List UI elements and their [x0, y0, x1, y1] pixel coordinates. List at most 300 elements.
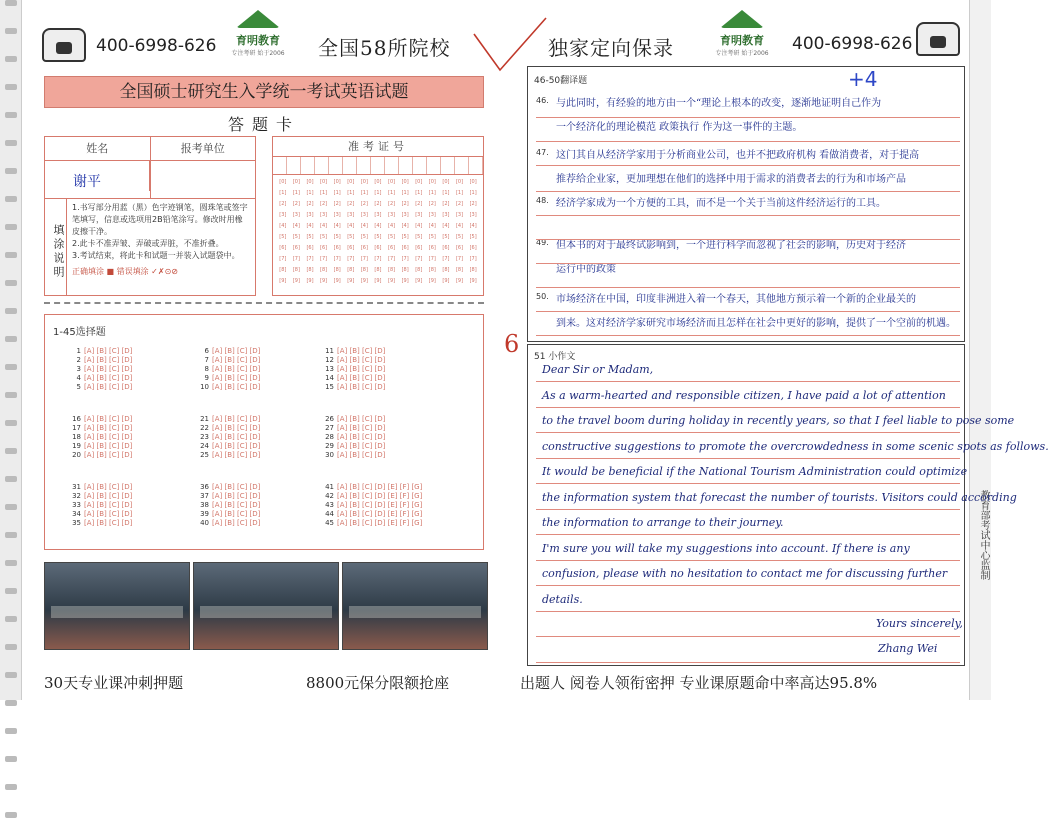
digit-bubble: [3]	[320, 212, 328, 218]
digit-bubble: [8]	[428, 267, 436, 273]
translation-section	[527, 66, 965, 342]
digit-bubble: [9]	[455, 278, 464, 284]
digit-bubble: [1]	[455, 190, 464, 196]
exam-number-column	[398, 177, 412, 287]
translation-answer-line: 这门其自从经济学家用于分析商业公司，也并不把政府机构 看做消费者，对于提高	[556, 150, 920, 161]
phone-number-right: 400-6998-626	[792, 34, 913, 54]
digit-bubble: [3]	[442, 212, 450, 218]
digit-bubble: [9]	[374, 278, 382, 284]
mc-question-row: 13 [A] [B] [C] [D]	[325, 365, 386, 373]
ruled-line	[536, 287, 960, 288]
mc-question-row: 33 [A] [B] [C] [D]	[72, 501, 133, 509]
grader-score: +4	[848, 67, 878, 91]
digit-bubble: [7]	[320, 256, 328, 262]
digit-bubble: [4]	[279, 223, 287, 229]
mc-question-row: 30 [A] [B] [C] [D]	[325, 451, 386, 459]
digit-bubble: [8]	[401, 267, 409, 273]
digit-bubble: [6]	[415, 245, 423, 251]
digit-bubble: [3]	[469, 212, 477, 218]
digit-bubble: [4]	[333, 223, 341, 229]
mc-question-row: 15 [A] [B] [C] [D]	[325, 383, 386, 391]
digit-bubble: [5]	[401, 234, 409, 240]
digit-bubble: [1]	[388, 190, 396, 196]
ruled-line	[536, 585, 960, 586]
mc-question-row: 45 [A] [B] [C] [D] [E] [F] [G]	[325, 519, 423, 527]
answer-card-title: 答题卡	[227, 115, 300, 134]
exam-number-column	[344, 177, 358, 287]
digit-bubble: [1]	[333, 190, 341, 196]
digit-bubble: [7]	[306, 256, 314, 262]
digit-bubble: [9]	[306, 278, 314, 284]
digit-bubble: [6]	[442, 245, 450, 251]
digit-bubble: [0]	[347, 179, 355, 185]
digit-bubble: [6]	[333, 245, 341, 251]
digit-bubble: [2]	[347, 201, 355, 207]
exam-number-column	[385, 177, 399, 287]
digit-bubble: [0]	[279, 179, 287, 185]
digit-bubble: [0]	[320, 179, 328, 185]
mc-question-row: 43 [A] [B] [C] [D] [E] [F] [G]	[325, 501, 423, 509]
digit-bubble: [1]	[442, 190, 450, 196]
translation-answer-line: 一个经济化的理论模范 政策执行 作为这一事件的主题。	[556, 122, 803, 133]
digit-bubble: [1]	[469, 190, 477, 196]
digit-bubble: [4]	[347, 223, 355, 229]
digit-bubble: [6]	[388, 245, 396, 251]
classroom-photo	[193, 562, 339, 650]
ruled-line	[536, 335, 960, 336]
digit-bubble: [4]	[442, 223, 450, 229]
digit-bubble: [5]	[455, 234, 464, 240]
digit-bubble: [0]	[292, 179, 300, 185]
digit-bubble: [3]	[292, 212, 300, 218]
digit-bubble: [9]	[442, 278, 450, 284]
mc-question-row: 32 [A] [B] [C] [D]	[72, 492, 133, 500]
ruled-line	[536, 662, 960, 663]
mc-question-row: 7 [A] [B] [C] [D]	[204, 356, 261, 364]
digit-bubble: [3]	[279, 212, 287, 218]
digit-bubble: [5]	[374, 234, 382, 240]
mc-question-row: 35 [A] [B] [C] [D]	[72, 519, 133, 527]
mc-question-row: 27 [A] [B] [C] [D]	[325, 424, 386, 432]
digit-bubble: [6]	[428, 245, 436, 251]
digit-bubble: [2]	[360, 201, 368, 207]
leaf-icon	[236, 10, 280, 28]
digit-bubble: [5]	[428, 234, 436, 240]
digit-bubble: [2]	[374, 201, 382, 207]
mc-question-row: 2 [A] [B] [C] [D]	[76, 356, 133, 364]
digit-bubble: [4]	[292, 223, 300, 229]
essay-line: the information to arrange to their journey.	[542, 516, 784, 529]
classroom-photo	[44, 562, 190, 650]
exam-title: 全国硕士研究生入学统一考试英语试题	[44, 76, 484, 108]
digit-bubble: [7]	[469, 256, 477, 262]
digit-bubble: [1]	[428, 190, 436, 196]
mc-question-row: 12 [A] [B] [C] [D]	[325, 356, 386, 364]
digit-bubble: [0]	[333, 179, 341, 185]
header-slogan-right: 独家定向保录	[548, 36, 674, 60]
digit-bubble: [4]	[306, 223, 314, 229]
digit-bubble: [4]	[374, 223, 382, 229]
digit-bubble: [9]	[388, 278, 396, 284]
digit-bubble: [6]	[374, 245, 382, 251]
digit-bubble: [2]	[401, 201, 409, 207]
mc-question-row: 41 [A] [B] [C] [D] [E] [F] [G]	[325, 483, 423, 491]
digit-bubble: [9]	[428, 278, 436, 284]
translation-number: 48.	[536, 196, 549, 205]
digit-bubble: [0]	[415, 179, 423, 185]
digit-bubble: [2]	[333, 201, 341, 207]
mc-question-row: 14 [A] [B] [C] [D]	[325, 374, 386, 382]
digit-bubble: [5]	[442, 234, 450, 240]
digit-bubble: [5]	[469, 234, 477, 240]
exam-number-column	[317, 177, 331, 287]
telephone-icon	[916, 22, 960, 56]
ruled-line	[536, 636, 960, 637]
digit-bubble: [4]	[401, 223, 409, 229]
brand-slogan: 专注考研 始于2006	[231, 50, 285, 57]
digit-bubble: [4]	[469, 223, 477, 229]
digit-bubble: [1]	[401, 190, 409, 196]
mc-question-row: 25 [A] [B] [C] [D]	[200, 451, 261, 459]
multiple-choice-section	[44, 314, 484, 550]
digit-bubble: [1]	[374, 190, 382, 196]
mc-question-row: 11 [A] [B] [C] [D]	[325, 347, 386, 355]
mc-question-row: 29 [A] [B] [C] [D]	[325, 442, 386, 450]
exam-number-column	[290, 177, 304, 287]
mc-question-row: 36 [A] [B] [C] [D]	[200, 483, 261, 491]
translation-answer-line: 运行中的政策	[556, 264, 616, 275]
digit-bubble: [8]	[279, 267, 287, 273]
digit-bubble: [4]	[388, 223, 396, 229]
translation-number: 50.	[536, 292, 549, 301]
digit-bubble: [3]	[347, 212, 355, 218]
digit-bubble: [7]	[388, 256, 396, 262]
digit-bubble: [2]	[279, 201, 287, 207]
digit-bubble: [4]	[455, 223, 464, 229]
exam-number-column	[439, 177, 453, 287]
essay-line: the information system that forecast the number of tourists. Visitors could according	[542, 490, 1017, 504]
digit-bubble: [3]	[333, 212, 341, 218]
digit-bubble: [8]	[292, 267, 300, 273]
digit-bubble: [2]	[455, 201, 464, 207]
translation-answer-line: 推荐给企业家，更加理想在他们的选择中用于需求的消费者去的行为和市场产品	[556, 174, 906, 185]
digit-bubble: [1]	[292, 190, 300, 196]
exam-number-column	[303, 177, 317, 287]
essay-closing: Yours sincerely,	[876, 617, 963, 630]
name-label: 姓名	[45, 137, 151, 160]
ruled-line	[536, 117, 960, 118]
essay-line: As a warm-hearted and responsible citizen, I have paid a lot of attention	[542, 388, 946, 402]
digit-bubble: [8]	[442, 267, 450, 273]
mc-question-row: 8 [A] [B] [C] [D]	[204, 365, 261, 373]
digit-bubble: [7]	[292, 256, 300, 262]
digit-bubble: [0]	[360, 179, 368, 185]
digit-bubble: [4]	[428, 223, 436, 229]
digit-bubble: [8]	[374, 267, 382, 273]
mc-question-row: 4 [A] [B] [C] [D]	[76, 374, 133, 382]
digit-bubble: [7]	[374, 256, 382, 262]
translation-answer-line: 到来。这对经济学家研究市场经济而且怎样在社会中更好的影响，提供了一个空前的机遇。	[556, 318, 956, 329]
digit-bubble: [5]	[306, 234, 314, 240]
ruled-line	[536, 141, 960, 142]
digit-bubble: [3]	[415, 212, 423, 218]
mc-question-row: 40 [A] [B] [C] [D]	[200, 519, 261, 527]
digit-bubble: [1]	[360, 190, 368, 196]
translation-number: 46.	[536, 96, 549, 105]
digit-bubble: [5]	[347, 234, 355, 240]
digit-bubble: [5]	[388, 234, 396, 240]
unit-label: 报考单位	[180, 142, 225, 155]
mc-question-row: 42 [A] [B] [C] [D] [E] [F] [G]	[325, 492, 423, 500]
brand-name: 育明教育	[720, 34, 764, 47]
digit-bubble: [4]	[360, 223, 368, 229]
instruction-2: 2.此卡不准弄皱、弄破或弄脏，不准折叠。	[72, 239, 224, 248]
digit-bubble: [9]	[401, 278, 409, 284]
digit-bubble: [3]	[306, 212, 314, 218]
digit-bubble: [3]	[360, 212, 368, 218]
exam-number-column	[330, 177, 344, 287]
mc-question-row: 23 [A] [B] [C] [D]	[200, 433, 261, 441]
mc-question-row: 20 [A] [B] [C] [D]	[72, 451, 133, 459]
instruction-1: 1.书写部分用蓝（黑）色字迹钢笔，圆珠笔或签字笔填写，信息或选项用2B铅笔涂写。修改时用橡皮擦干净。	[72, 203, 248, 236]
mc-question-row: 5 [A] [B] [C] [D]	[76, 383, 133, 391]
digit-bubble: [1]	[279, 190, 287, 196]
digit-bubble: [0]	[401, 179, 409, 185]
mc-question-row: 22 [A] [B] [C] [D]	[200, 424, 261, 432]
digit-bubble: [6]	[360, 245, 368, 251]
translation-answer-line: 市场经济在中国，印度非洲进入着一个春天，其他地方预示着一个新的企业最关的	[556, 294, 916, 305]
digit-bubble: [8]	[306, 267, 314, 273]
mc-question-row: 38 [A] [B] [C] [D]	[200, 501, 261, 509]
ruled-line	[536, 560, 960, 561]
digit-bubble: [0]	[455, 179, 464, 185]
digit-bubble: [6]	[306, 245, 314, 251]
ruled-line	[536, 381, 960, 382]
digit-bubble: [3]	[374, 212, 382, 218]
essay-signature: Zhang Wei	[878, 642, 938, 655]
essay-line: constructive suggestions to promote the overcrowdedness in some scenic spots as follows.	[542, 439, 1049, 453]
footer-promo-right: 出题人 阅卷人领衔密押 专业课原题命中率高达95.8%	[520, 674, 878, 692]
instruction-3: 3.考试结束，将此卡和试题一并装入试题袋中。	[72, 251, 240, 260]
digit-bubble: [0]	[469, 179, 477, 185]
digit-bubble: [3]	[401, 212, 409, 218]
mc-question-row: 28 [A] [B] [C] [D]	[325, 433, 386, 441]
grader-margin-mark: 6	[504, 330, 520, 358]
digit-bubble: [8]	[320, 267, 328, 273]
essay-line: to the travel boom during holiday in recently years, so that I feel liable to pose some	[542, 414, 1015, 427]
digit-bubble: [2]	[469, 201, 477, 207]
ruled-line	[536, 215, 960, 216]
exam-number-column	[371, 177, 385, 287]
digit-bubble: [9]	[333, 278, 341, 284]
exam-number-column	[412, 177, 426, 287]
digit-bubble: [6]	[292, 245, 300, 251]
digit-bubble: [7]	[428, 256, 436, 262]
digit-bubble: [7]	[401, 256, 409, 262]
digit-bubble: [7]	[333, 256, 341, 262]
essay-line: Dear Sir or Madam,	[542, 363, 654, 376]
ruled-line	[536, 534, 960, 535]
exam-number-bubble-grid	[273, 175, 483, 289]
mc-question-row: 34 [A] [B] [C] [D]	[72, 510, 133, 518]
essay-title: 51 小作文	[534, 352, 576, 362]
exam-number-box	[272, 136, 484, 296]
digit-bubble: [2]	[428, 201, 436, 207]
exam-number-column	[453, 177, 467, 287]
candidate-name: 谢平	[45, 161, 150, 191]
digit-bubble: [5]	[279, 234, 287, 240]
brand-logo-right	[710, 10, 774, 66]
digit-bubble: [8]	[388, 267, 396, 273]
digit-bubble: [1]	[320, 190, 328, 196]
digit-bubble: [4]	[320, 223, 328, 229]
digit-bubble: [3]	[428, 212, 436, 218]
mc-question-row: 1 [A] [B] [C] [D]	[76, 347, 133, 355]
digit-bubble: [0]	[306, 179, 314, 185]
mc-question-row: 6 [A] [B] [C] [D]	[204, 347, 261, 355]
footer-promo-left: 30天专业课冲刺押题	[44, 674, 184, 692]
translation-answer-line: 但本书的对于最终试影响到，一个进行科学而忽视了社会的影响，历史对于经济	[556, 240, 906, 251]
candidate-info-box	[44, 136, 256, 296]
digit-bubble: [5]	[320, 234, 328, 240]
instructions-label: 填涂说明	[45, 199, 67, 295]
phone-number-left: 400-6998-626	[96, 36, 217, 56]
digit-bubble: [4]	[415, 223, 423, 229]
digit-bubble: [2]	[320, 201, 328, 207]
classroom-photo	[342, 562, 488, 650]
translation-answer-line: 经济学家成为一个方便的工具，而不是一个关于当前这件经济运行的工具。	[556, 198, 886, 209]
exam-number-column	[466, 177, 480, 287]
brand-name: 育明教育	[236, 34, 280, 47]
ruled-line	[536, 311, 960, 312]
mc-question-row: 3 [A] [B] [C] [D]	[76, 365, 133, 373]
digit-bubble: [5]	[360, 234, 368, 240]
ruled-line	[536, 407, 960, 408]
digit-bubble: [7]	[455, 256, 464, 262]
digit-bubble: [0]	[374, 179, 382, 185]
digit-bubble: [8]	[415, 267, 423, 273]
digit-bubble: [5]	[415, 234, 423, 240]
mc-title: 1-45选择题	[53, 327, 106, 338]
fill-example: 正确填涂 ■ 错误填涂 ✓✗⊙⊘	[72, 267, 178, 276]
translation-title: 46-50翻译题	[534, 76, 588, 86]
exam-number-label: 准考证号	[273, 137, 483, 157]
digit-bubble: [9]	[415, 278, 423, 284]
digit-bubble: [1]	[347, 190, 355, 196]
right-edge-strip	[969, 0, 991, 700]
ruled-line	[536, 483, 960, 484]
digit-bubble: [8]	[469, 267, 477, 273]
digit-bubble: [3]	[455, 212, 464, 218]
digit-bubble: [6]	[320, 245, 328, 251]
digit-bubble: [7]	[360, 256, 368, 262]
digit-bubble: [7]	[279, 256, 287, 262]
binder-strip	[0, 0, 22, 700]
ruled-line	[536, 191, 960, 192]
ruled-line	[536, 165, 960, 166]
exam-number-column	[358, 177, 372, 287]
ruled-line	[536, 239, 960, 240]
digit-bubble: [0]	[442, 179, 450, 185]
essay-line: I'm sure you will take my suggestions into account. If there is any	[542, 541, 910, 555]
mc-question-row: 44 [A] [B] [C] [D] [E] [F] [G]	[325, 510, 423, 518]
exam-number-cells	[273, 157, 483, 175]
mc-question-row: 37 [A] [B] [C] [D]	[200, 492, 261, 500]
digit-bubble: [3]	[388, 212, 396, 218]
exam-number-column	[276, 177, 290, 287]
mc-question-row: 18 [A] [B] [C] [D]	[72, 433, 133, 441]
ruled-line	[536, 611, 960, 612]
mc-question-row: 26 [A] [B] [C] [D]	[325, 415, 386, 423]
mc-question-row: 21 [A] [B] [C] [D]	[200, 415, 261, 423]
translation-answer-line: 与此同时，有经验的地方由一个“理论上根本的改变，逐渐地证明自己作为	[556, 98, 882, 109]
digit-bubble: [8]	[455, 267, 464, 273]
digit-bubble: [6]	[455, 245, 464, 251]
mc-question-row: 17 [A] [B] [C] [D]	[72, 424, 133, 432]
digit-bubble: [7]	[415, 256, 423, 262]
leaf-icon	[720, 10, 764, 28]
digit-bubble: [5]	[292, 234, 300, 240]
essay-line: details.	[542, 592, 583, 606]
digit-bubble: [2]	[442, 201, 450, 207]
unit-value	[151, 161, 256, 198]
digit-bubble: [7]	[347, 256, 355, 262]
mc-question-row: 19 [A] [B] [C] [D]	[72, 442, 133, 450]
translation-number: 49.	[536, 238, 549, 247]
digit-bubble: [6]	[401, 245, 409, 251]
telephone-icon	[42, 28, 86, 62]
mc-question-row: 16 [A] [B] [C] [D]	[72, 415, 133, 423]
footer-promo-mid: 8800元保分限额抢座	[306, 674, 450, 692]
digit-bubble: [0]	[428, 179, 436, 185]
digit-bubble: [8]	[333, 267, 341, 273]
digit-bubble: [2]	[415, 201, 423, 207]
mc-question-row: 24 [A] [B] [C] [D]	[200, 442, 261, 450]
digit-bubble: [6]	[279, 245, 287, 251]
exam-center-note: 教育部考试中心监制	[978, 490, 989, 580]
essay-line: It would be beneficial if the National Tourism Administration could optimize	[542, 465, 968, 478]
digit-bubble: [2]	[388, 201, 396, 207]
translation-number: 47.	[536, 148, 549, 157]
grader-check-mark	[470, 14, 550, 74]
brand-logo-left	[226, 10, 290, 66]
digit-bubble: [7]	[442, 256, 450, 262]
digit-bubble: [2]	[306, 201, 314, 207]
digit-bubble: [1]	[306, 190, 314, 196]
digit-bubble: [9]	[360, 278, 368, 284]
header-slogan-left: 全国58所院校	[318, 36, 451, 60]
mc-question-row: 9 [A] [B] [C] [D]	[204, 374, 261, 382]
essay-line: confusion, please with no hesitation to contact me for discussing further	[542, 567, 948, 580]
digit-bubble: [6]	[347, 245, 355, 251]
digit-bubble: [8]	[360, 267, 368, 273]
digit-bubble: [9]	[320, 278, 328, 284]
ruled-line	[536, 509, 960, 510]
brand-slogan: 专注考研 始于2006	[715, 50, 769, 57]
classroom-photos	[44, 562, 488, 650]
digit-bubble: [0]	[388, 179, 396, 185]
digit-bubble: [9]	[279, 278, 287, 284]
mc-question-row: 10 [A] [B] [C] [D]	[200, 383, 261, 391]
digit-bubble: [2]	[292, 201, 300, 207]
digit-bubble: [9]	[469, 278, 477, 284]
digit-bubble: [9]	[292, 278, 300, 284]
digit-bubble: [6]	[469, 245, 477, 251]
digit-bubble: [8]	[347, 267, 355, 273]
mc-question-row: 31 [A] [B] [C] [D]	[72, 483, 133, 491]
exam-number-column	[426, 177, 440, 287]
ruled-line	[536, 432, 960, 433]
